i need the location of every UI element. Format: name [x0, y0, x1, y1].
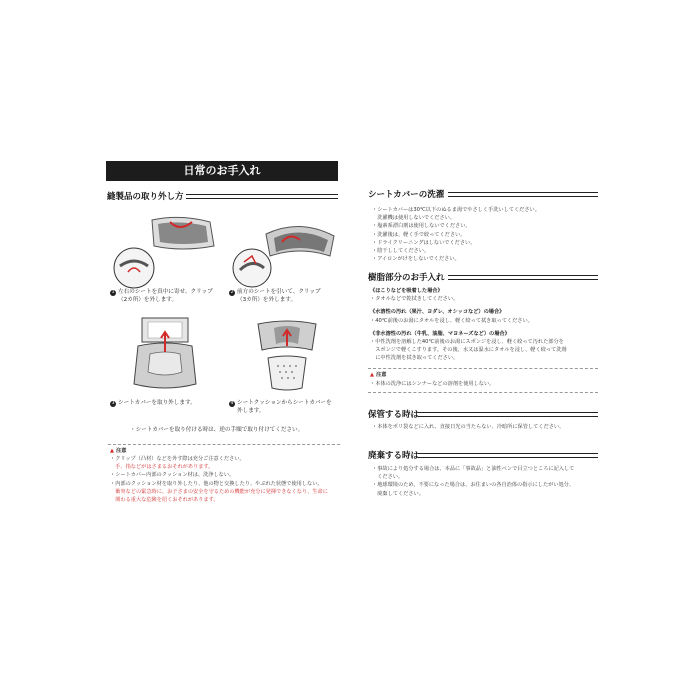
- seat-shell-shape: [158, 222, 208, 244]
- caution-line: 衝突などの緊急時に、お子さまの安全を守るための機能が充分に発揮できなくなり、生命に: [110, 488, 328, 495]
- storage-heading: 保管する時は: [368, 410, 420, 420]
- caution-line: ・シートカバー内部のクッション材は、洗浄しない。: [110, 472, 235, 479]
- left-section-heading: 縫製品の取り外し方: [107, 192, 184, 202]
- left-caution-list: [110, 455, 342, 504]
- caution-line: ・クリップ（凸材）などを外す際は充分ご注意ください。: [110, 456, 245, 462]
- step1-illustration: [110, 212, 222, 290]
- reattach-note: ・シートカバーを取り付ける時は、逆の手順で取り付けてください。: [130, 427, 304, 433]
- step3-caption: 3 シートカバーを取り外します。: [111, 400, 196, 406]
- divider: [368, 368, 598, 369]
- step-number-4: 4: [230, 401, 234, 406]
- step2-illustration: [230, 212, 342, 290]
- resin-caution-text: ・本体の洗浄にはシンナーなどの溶剤を使用しない。: [370, 381, 495, 387]
- section-rule: [418, 453, 598, 458]
- section-rule: [448, 192, 598, 197]
- section-rule: [448, 275, 598, 280]
- disposal-list: ・事故により処分する場合は、本品に「事故品」と油性ペンで目立つところに記入して ください。 ・地球環境のため、不要になった場合は、お住まいの各自治体の指示にしたがい処分、 廃棄してください。: [372, 466, 575, 497]
- divider: [108, 444, 340, 445]
- section-rule: [418, 412, 598, 417]
- left-caution-title: ▲ 注意: [110, 448, 127, 454]
- step-number-1: 1: [111, 290, 115, 295]
- resin-heading: 樹脂部分のお手入れ: [368, 273, 445, 283]
- page-banner: 日常のお手入れ: [106, 161, 338, 181]
- storage-text: ・本体をポリ袋などに入れ、直接日光の当たらない、冷暗所に保管してください。: [372, 424, 565, 430]
- resin-body: 《ほこりなどを吸着した場合》 ・タオルなどで乾拭きしてください。 《水溶性の汚れ（果汁、ヨダレ、オシッコなど）の場合》 ・40℃前後のお湯にタオルを浸し、軽く絞って拭き取ってください。 《非水溶性の汚れ（牛乳、油脂、マヨネーズなど）の場合》 ・中性洗剤を溶解した40℃前後のお湯にスポンジを浸し、軽く絞って汚れた部分を スポンジで軽くこすります。その後、水又は温水にタオルを浸し、軽く絞って洗剤 に中性洗剤を拭き取ってください。: [370, 288, 567, 362]
- wash-heading: シートカバーの洗濯: [368, 190, 445, 200]
- step-number-2: 2: [230, 290, 234, 295]
- warning-icon: ▲: [110, 448, 114, 454]
- divider: [368, 392, 598, 393]
- step-number-3: 3: [111, 401, 115, 406]
- caution-line: 関わる重大な危険を招くおそれがあります。: [110, 497, 219, 504]
- step4-caption: 4 シートクッションからシートカバーを 外します。: [230, 400, 332, 414]
- cushion-shape: [268, 356, 306, 390]
- step1-caption: 1 左右のシートを真中に寄せ、クリップ （2カ所）を外します。: [111, 289, 213, 303]
- caution-line: ・内部のクッション材を取り外したり、他の物と交換したり、やぶれた状態で使用しない。: [110, 480, 323, 487]
- step3-illustration: [130, 312, 200, 394]
- resin-caution-title: ▲ 注意: [370, 372, 387, 378]
- wash-list: ・シートカバーは30℃以下のぬるま湯でやさしく手洗いしてください。 洗濯機は使用しないでください。 ・塩素系漂白剤は使用しないでください。 ・洗濯後は、軽く手で絞ってください。 ・ドライクリーニングはしないでください。 ・陰干ししてください。 ・アイロンがけをしないでください。: [372, 207, 540, 263]
- section-rule: [186, 194, 338, 199]
- zoom-circle: [233, 249, 271, 287]
- caution-line: 手、指などがはさまるおそれがあります。: [110, 464, 214, 471]
- disposal-heading: 廃棄する時は: [368, 451, 420, 461]
- step2-caption: 2 前方のシートを引いて、クリップ （3カ所）を外します。: [230, 289, 321, 303]
- step4-illustration: [252, 318, 322, 394]
- warning-icon: ▲: [370, 372, 374, 378]
